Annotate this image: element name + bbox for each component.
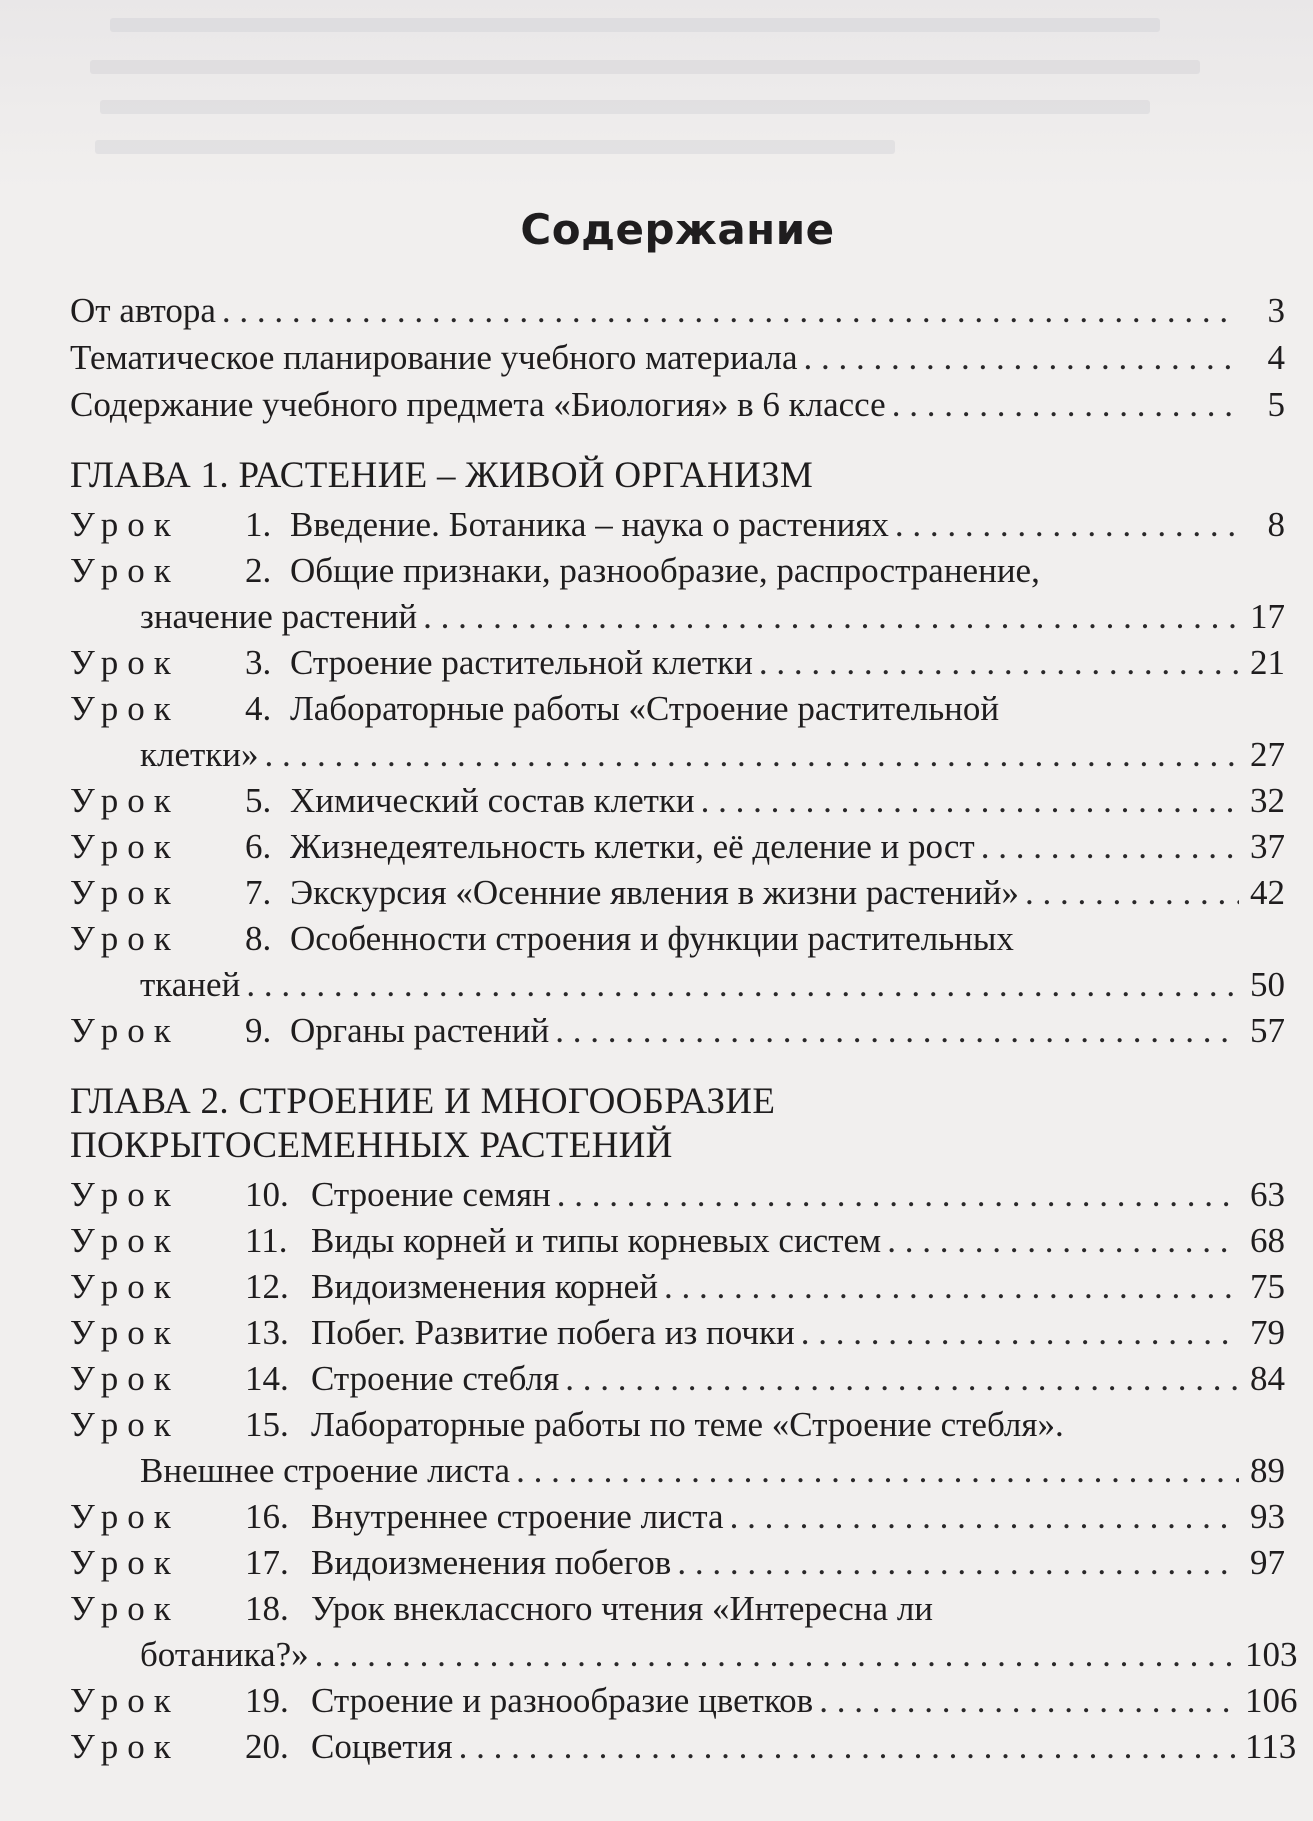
lesson-title: Особенности строения и функции растительных	[290, 919, 1014, 958]
page-title: Содержание	[520, 205, 835, 254]
lesson-title-line	[311, 1724, 1297, 1770]
dot-leader	[701, 778, 1239, 824]
chapter-2-title	[70, 1080, 1285, 1168]
lesson-entry	[70, 1356, 1285, 1402]
lesson-title: Строение семян	[311, 1175, 551, 1214]
lesson-body	[290, 916, 1285, 962]
bleed-line	[95, 140, 895, 154]
lesson-title: Экскурсия «Осенние явления в жизни растений»	[290, 873, 1019, 912]
lesson-first-line	[70, 1724, 1297, 1770]
page-number: 63	[1250, 1175, 1285, 1214]
lesson-entry	[70, 1586, 1298, 1678]
page-number: 5	[1267, 385, 1285, 424]
lesson-label: Урок	[70, 919, 180, 958]
lesson-first-line	[70, 1678, 1298, 1724]
lesson-first-line	[70, 1586, 1285, 1632]
lesson-title: Соцветия	[311, 1727, 453, 1766]
lesson-title-continued: Внешнее строение листа	[140, 1451, 511, 1490]
lesson-entry	[70, 870, 1285, 916]
lesson-number: 1.	[245, 505, 272, 544]
lesson-entry	[70, 1402, 1285, 1494]
lesson-number: 12.	[245, 1267, 289, 1306]
lesson-entry	[70, 1494, 1285, 1540]
lesson-entry	[70, 1264, 1285, 1310]
lesson-number: 14.	[245, 1359, 289, 1398]
lesson-title: Строение стебля	[311, 1359, 560, 1398]
lesson-entry	[70, 1724, 1297, 1770]
lesson-first-line	[70, 870, 1285, 916]
lesson-label: Урок	[70, 1359, 180, 1398]
lesson-title-line	[311, 1540, 1285, 1586]
lesson-first-line	[70, 1172, 1285, 1218]
lesson-number: 4.	[245, 689, 272, 728]
lesson-body	[290, 870, 1285, 916]
lesson-first-line	[70, 1218, 1285, 1264]
lesson-number: 2.	[245, 551, 272, 590]
dot-leader	[677, 1540, 1239, 1586]
lesson-title: Общие признаки, разнообразие, распространение,	[290, 551, 1040, 590]
lesson-label: Урок	[70, 1589, 180, 1628]
lesson-entry	[70, 824, 1285, 870]
lesson-body	[311, 1172, 1285, 1218]
chapter-1-title: ГЛАВА 1. РАСТЕНИЕ – ЖИВОЙ ОРГАНИЗМ	[70, 455, 814, 496]
lesson-title-line	[311, 1172, 1285, 1218]
front-matter-entry	[70, 288, 1285, 334]
lesson-first-line	[70, 502, 1285, 548]
lesson-body	[290, 686, 1285, 732]
lesson-title-continued: клетки»	[140, 735, 259, 774]
lesson-number: 6.	[245, 827, 272, 866]
dot-leader	[246, 962, 1239, 1008]
page-number: 8	[1267, 505, 1285, 544]
lesson-label: Урок	[70, 781, 180, 820]
chapter-2	[70, 1080, 1298, 1770]
page-number: 113	[1245, 1727, 1297, 1766]
dot-leader	[1025, 870, 1239, 916]
lesson-first-line	[70, 640, 1285, 686]
dot-leader	[804, 335, 1239, 381]
lesson-body	[311, 1218, 1285, 1264]
dot-leader	[222, 288, 1239, 334]
lesson-title: Побег. Развитие побега из почки	[311, 1313, 795, 1352]
lesson-label: Урок	[70, 1267, 180, 1306]
lesson-number: 20.	[245, 1727, 289, 1766]
dot-leader	[895, 502, 1239, 548]
front-matter-list	[70, 288, 1285, 428]
lesson-label: Урок	[70, 1405, 180, 1444]
lesson-entry	[70, 916, 1285, 1008]
lesson-body	[311, 1678, 1298, 1724]
lesson-number: 8.	[245, 919, 272, 958]
lesson-title-line	[311, 1678, 1298, 1724]
dot-leader	[819, 1678, 1239, 1724]
lesson-label: Урок	[70, 1681, 180, 1720]
dot-leader	[801, 1310, 1239, 1356]
lesson-title: Органы растений	[290, 1011, 550, 1050]
lesson-body	[290, 824, 1285, 870]
lesson-entry	[70, 1008, 1285, 1054]
page-number: 75	[1250, 1267, 1285, 1306]
lesson-number: 13.	[245, 1313, 289, 1352]
lesson-body	[311, 1402, 1285, 1448]
lesson-entry	[70, 686, 1285, 778]
lesson-body	[311, 1540, 1285, 1586]
lesson-title-line	[290, 778, 1285, 824]
dot-leader	[315, 1632, 1239, 1678]
lesson-first-line	[70, 1540, 1285, 1586]
lesson-first-line	[70, 548, 1285, 594]
lesson-continuation	[70, 1448, 1285, 1494]
lesson-entry	[70, 1540, 1285, 1586]
lesson-entry	[70, 548, 1285, 640]
dot-leader	[555, 1008, 1239, 1054]
page-number: 17	[1250, 597, 1285, 636]
lesson-first-line	[70, 824, 1285, 870]
lesson-entry	[70, 1218, 1285, 1264]
front-matter-entry	[70, 382, 1285, 428]
lesson-continuation	[70, 962, 1285, 1008]
lesson-number: 19.	[245, 1681, 289, 1720]
page-number: 68	[1250, 1221, 1285, 1260]
previous-page-bleed-through	[0, 0, 1313, 190]
bleed-line	[100, 100, 1150, 114]
page-number: 4	[1267, 338, 1285, 377]
lesson-label: Урок	[70, 505, 180, 544]
dot-leader	[664, 1264, 1239, 1310]
lesson-label: Урок	[70, 873, 180, 912]
lesson-continuation	[70, 594, 1285, 640]
page-number: 106	[1245, 1681, 1298, 1720]
page-number: 103	[1245, 1635, 1298, 1674]
lesson-number: 11.	[245, 1221, 288, 1260]
dot-leader	[423, 594, 1239, 640]
lesson-number: 3.	[245, 643, 272, 682]
chapter-1	[70, 454, 1285, 1054]
page-number: 84	[1250, 1359, 1285, 1398]
entry-text: Содержание учебного предмета «Биология» в 6 классе	[70, 385, 886, 424]
chapter-2-title-line1: ГЛАВА 2. СТРОЕНИЕ И МНОГООБРАЗИЕ	[70, 1081, 776, 1122]
lesson-title-line	[311, 1494, 1285, 1540]
page-number: 37	[1250, 827, 1285, 866]
lesson-title: Видоизменения корней	[311, 1267, 658, 1306]
lesson-body	[311, 1494, 1285, 1540]
lesson-title: Лабораторные работы «Строение растительной	[290, 689, 1000, 728]
lesson-title-continued: ботаника?»	[140, 1635, 309, 1674]
page-number: 57	[1250, 1011, 1285, 1050]
lesson-entry	[70, 1172, 1285, 1218]
dot-leader	[887, 1218, 1239, 1264]
page-number: 89	[1250, 1451, 1285, 1490]
lesson-body	[290, 502, 1285, 548]
lesson-body	[311, 1724, 1297, 1770]
page-number: 50	[1250, 965, 1285, 1004]
lesson-title: Введение. Ботаника – наука о растениях	[290, 505, 889, 544]
lesson-title-line	[290, 502, 1285, 548]
front-matter-entry	[70, 335, 1285, 381]
lesson-first-line	[70, 686, 1285, 732]
lesson-number: 15.	[245, 1405, 289, 1444]
dot-leader	[730, 1494, 1239, 1540]
lesson-body	[311, 1310, 1285, 1356]
lesson-number: 18.	[245, 1589, 289, 1628]
dot-leader	[557, 1172, 1239, 1218]
page-number: 97	[1250, 1543, 1285, 1582]
dot-leader	[565, 1356, 1239, 1402]
lesson-title: Строение и разнообразие цветков	[311, 1681, 814, 1720]
lesson-body	[311, 1586, 1285, 1632]
lesson-number: 5.	[245, 781, 272, 820]
lesson-label: Урок	[70, 1497, 180, 1536]
lesson-label: Урок	[70, 1313, 180, 1352]
chapter-2-title-line2: ПОКРЫТОСЕМЕННЫХ РАСТЕНИЙ	[70, 1125, 673, 1166]
lesson-entry	[70, 502, 1285, 548]
lesson-first-line	[70, 1008, 1285, 1054]
lesson-title-continued: тканей	[140, 965, 241, 1004]
dot-leader	[892, 382, 1239, 428]
lesson-label: Урок	[70, 551, 180, 590]
lesson-title-line	[311, 1264, 1285, 1310]
lesson-first-line	[70, 1310, 1285, 1356]
lesson-title-continued: значение растений	[140, 597, 418, 636]
dot-leader	[516, 1448, 1239, 1494]
lesson-title-line	[311, 1310, 1285, 1356]
lesson-number: 10.	[245, 1175, 289, 1214]
entry-text: От автора	[70, 291, 216, 330]
lesson-title: Лабораторные работы по теме «Строение стебля».	[311, 1405, 1064, 1444]
lesson-title-line	[311, 1218, 1285, 1264]
lesson-title: Строение растительной клетки	[290, 643, 753, 682]
lesson-continuation	[70, 732, 1285, 778]
lesson-body	[311, 1356, 1285, 1402]
lesson-continuation	[70, 1632, 1298, 1678]
lesson-first-line	[70, 1494, 1285, 1540]
lesson-title: Внутреннее строение листа	[311, 1497, 724, 1536]
lesson-first-line	[70, 916, 1285, 962]
lesson-first-line	[70, 1356, 1285, 1402]
page-number: 42	[1250, 873, 1285, 912]
lesson-body	[290, 640, 1285, 686]
lesson-body	[290, 1008, 1285, 1054]
chapter-2-lessons	[70, 1172, 1298, 1770]
lesson-title: Виды корней и типы корневых систем	[311, 1221, 882, 1260]
lesson-label: Урок	[70, 827, 180, 866]
dot-leader	[981, 824, 1239, 870]
lesson-label: Урок	[70, 643, 180, 682]
lesson-number: 7.	[245, 873, 272, 912]
lesson-entry	[70, 1310, 1285, 1356]
bleed-line	[90, 60, 1200, 74]
dot-leader	[759, 640, 1239, 686]
lesson-number: 16.	[245, 1497, 289, 1536]
lesson-entry	[70, 640, 1285, 686]
chapter-1-lessons	[70, 502, 1285, 1054]
lesson-title-line	[290, 1008, 1285, 1054]
lesson-first-line	[70, 1402, 1285, 1448]
lesson-entry	[70, 1678, 1298, 1724]
lesson-body	[290, 548, 1285, 594]
lesson-number: 9.	[245, 1011, 272, 1050]
page-number: 93	[1250, 1497, 1285, 1536]
lesson-title: Химический состав клетки	[290, 781, 695, 820]
bleed-line	[110, 18, 1160, 32]
page-number: 32	[1250, 781, 1285, 820]
page-number: 27	[1250, 735, 1285, 774]
lesson-body	[311, 1264, 1285, 1310]
lesson-label: Урок	[70, 1175, 180, 1214]
lesson-first-line	[70, 1264, 1285, 1310]
dot-leader	[459, 1724, 1239, 1770]
page-number: 79	[1250, 1313, 1285, 1352]
table-of-contents-page	[70, 205, 1298, 1770]
lesson-body	[290, 778, 1285, 824]
page-number: 3	[1267, 291, 1285, 330]
lesson-first-line	[70, 778, 1285, 824]
lesson-label: Урок	[70, 1727, 180, 1766]
lesson-title: Урок внеклассного чтения «Интересна ли	[311, 1589, 934, 1628]
lesson-entry	[70, 778, 1285, 824]
lesson-title: Жизнедеятельность клетки, её деление и рост	[290, 827, 975, 866]
page-number: 21	[1250, 643, 1285, 682]
lesson-title-line	[290, 824, 1285, 870]
dot-leader	[265, 732, 1239, 778]
lesson-title-line	[290, 870, 1285, 916]
lesson-title: Видоизменения побегов	[311, 1543, 672, 1582]
lesson-label: Урок	[70, 1011, 180, 1050]
lesson-title-line	[290, 640, 1285, 686]
lesson-label: Урок	[70, 1543, 180, 1582]
entry-text: Тематическое планирование учебного материала	[70, 338, 798, 377]
lesson-label: Урок	[70, 1221, 180, 1260]
lesson-title-line	[311, 1356, 1285, 1402]
lesson-label: Урок	[70, 689, 180, 728]
lesson-number: 17.	[245, 1543, 289, 1582]
